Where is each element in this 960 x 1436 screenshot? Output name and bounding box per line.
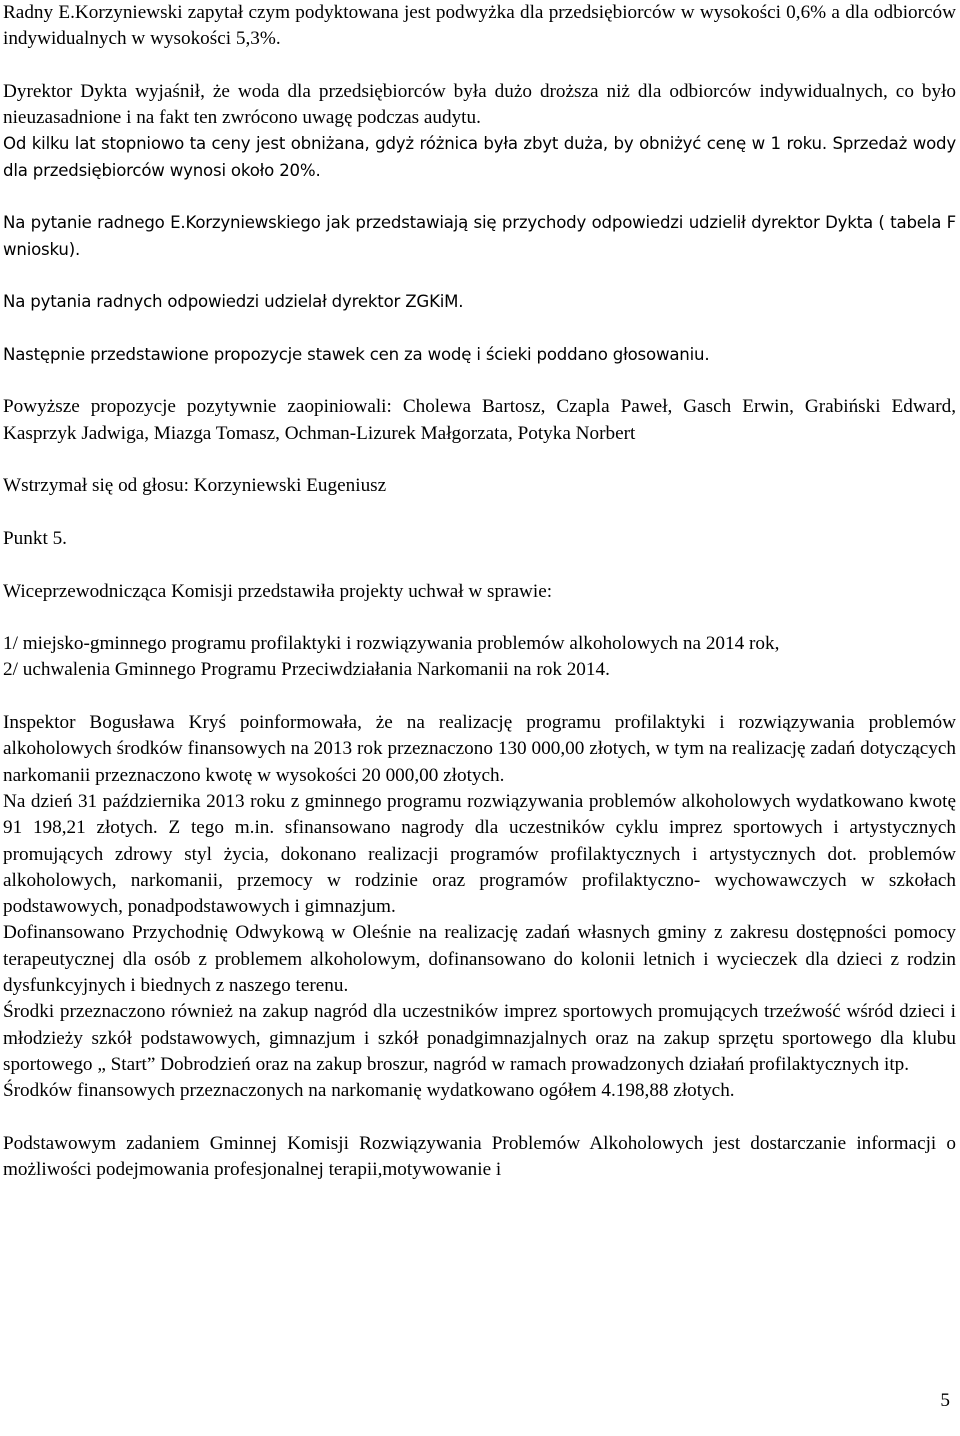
paragraph-commission-task: Podstawowym zadaniem Gminnej Komisji Rozwiązywania Problemów Alkoholowych jest dostarczanie informacji o możliwości podejmowania profesjonalnej terapii,motywowanie i [3, 1132, 956, 1181]
paragraph-dykta-explanation: Dyrektor Dykta wyjaśnił, że woda dla przedsiębiorców była dużo droższa niż dla odbiorców indywidualnych, co było nieuzasadnione i na fakt ten zwrócono uwagę podczas audytu. [3, 80, 956, 129]
paragraph-question-korzyniewski: Radny E.Korzyniewski zapytał czym podyktowana jest podwyżka dla przedsiębiorców w wysokości 0,6% a dla odbiorców indywidualnych w wysokości 5,3%. [3, 2, 956, 50]
paragraph-positive-opinions: Powyższe propozycje pozytywnie zaopiniowali: Cholewa Bartosz, Czapla Paweł, Gasch Erwin, Grabiński Edward, Kasprzyk Jadwiga, Miazga Tomasz, Ochman-Lizurek Małgorzata, Potyka Norbert [3, 396, 956, 444]
section-heading-punkt-5: Punkt 5. [3, 527, 67, 549]
paragraph-prizes-equipment: Środki przeznaczono również na zakup nagród dla uczestników imprez sportowych promujących trzeźwość wśród dzieci i młodzieży szkół podstawowych, gimnazjum i szkół ponadgimnazjalnych oraz na zakup sprzętu sportowego dla klubu sportowego „ Start” Dobrodzień oraz na zakup broszur, nagród w ramach prowadzonych działań profilaktycznych itp. [3, 1001, 956, 1075]
document-page [3, 0, 956, 1183]
paragraph-funding-2013: Inspektor Bogusława Kryś poinformowała, że na realizację programu profilaktyki i rozwiązywania problemów alkoholowych środków finansowych na 2013 rok przeznaczono 130 000,00 złotych, w tym na realizację zadań dotyczących narkomanii przeznaczono kwotę w wysokości 20 000,00 złotych. [3, 712, 956, 786]
paragraph-drug-spending: Środków finansowych przeznaczonych na narkomanię wydatkowano ogółem 4.198,88 złotych. [3, 1080, 735, 1102]
paragraph-price-reduction: Od kilku lat stopniowo ta ceny jest obniżana, gdyż różnica była zbyt duża, by obniżyć cenę w 1 roku. Sprzedaż wody dla przedsiębiorców wynosi około 20%. [3, 134, 956, 180]
paragraph-revenue-question: Na pytanie radnego E.Korzyniewskiego jak przedstawiają się przychody odpowiedzi udzielił dyrektor Dykta ( tabela F wniosku). [3, 213, 956, 259]
page-number: 5 [940, 1390, 950, 1411]
list-item-drug-program: 2/ uchwalenia Gminnego Programu Przeciwdziałania Narkomanii na rok 2014. [3, 659, 610, 681]
paragraph-voting: Następnie przedstawione propozycje stawek cen za wodę i ścieki poddano głosowaniu. [3, 344, 710, 364]
paragraph-zgkim-answers: Na pytania radnych odpowiedzi udzielał dyrektor ZGKiM. [3, 292, 464, 312]
paragraph-draft-resolutions: Wiceprzewodnicząca Komisji przedstawiła projekty uchwał w sprawie: [3, 580, 553, 602]
paragraph-clinic-funding: Dofinansowano Przychodnię Odwykową w Oleśnie na realizację zadań własnych gminy z zakresu dostępności pomocy terapeutycznej dla osób z problemem alkoholowym, dofinansowano do kolonii letnich i wycieczek dla dzieci z rodzin dysfunkcyjnych i biednych z naszego terenu. [3, 922, 956, 996]
paragraph-spending-october: Na dzień 31 października 2013 roku z gminnego programu rozwiązywania problemów alkoholowych wydatkowano kwotę 91 198,21 złotych. Z tego m.in. sfinansowano nagrody dla uczestników cyklu imprez sportowych i artystycznych promujących zdrowy styl życia, dokonano realizacji programów profilaktycznych i artystycznych dot. problemów alkoholowych, narkomanii, przemocy w rodzinie oraz programów profilaktyczno- wychowawczych w szkołach podstawowych, ponadpodstawowych i gimnazjum. [3, 790, 956, 918]
paragraph-abstained: Wstrzymał się od głosu: Korzyniewski Eugeniusz [3, 475, 387, 497]
list-item-alcohol-program: 1/ miejsko-gminnego programu profilaktyki i rozwiązywania problemów alkoholowych na 2014 rok, [3, 633, 780, 655]
